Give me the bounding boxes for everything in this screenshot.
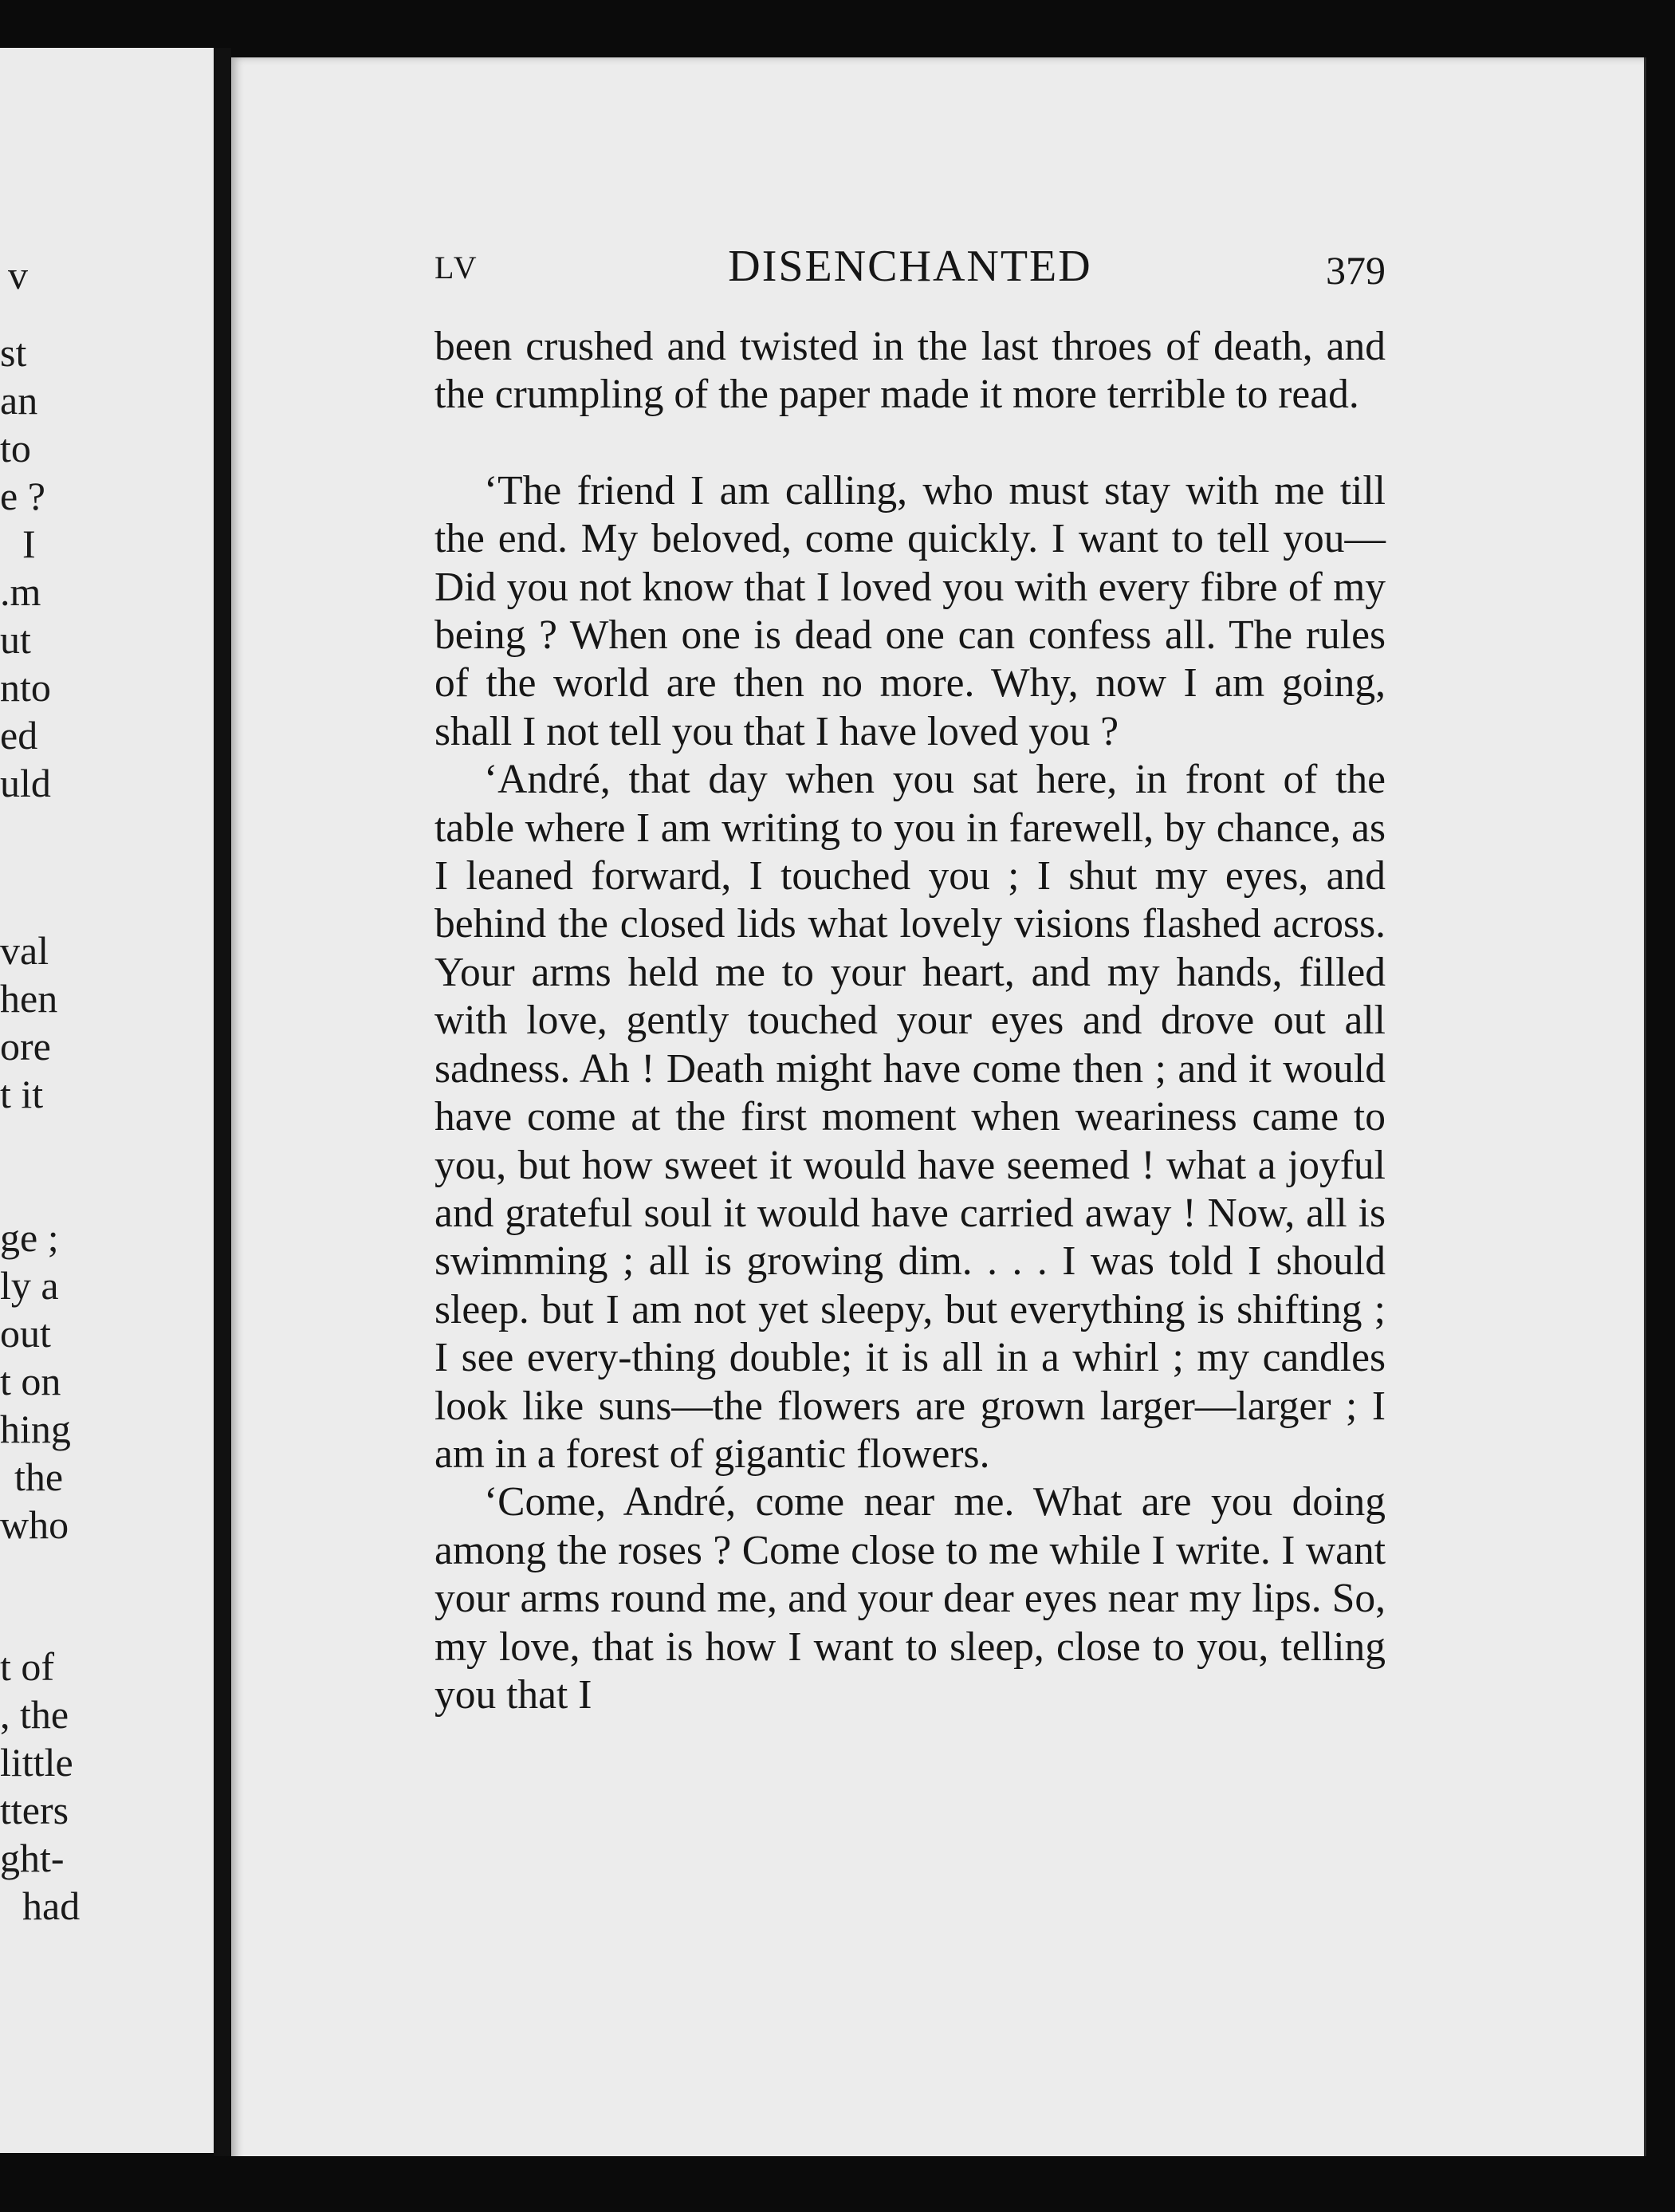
fragment-line: st [0,330,27,375]
fragment-line: t of [0,1644,55,1689]
fragment-line: nto [0,665,51,710]
fragment-line: uld [0,761,51,805]
facing-page [0,48,214,2153]
fragment-line: to [0,426,31,470]
running-header [434,241,1386,297]
fragment-line: ed [0,713,38,758]
fragment-line: an [0,378,38,423]
fragment-line: e ? [0,474,45,518]
body-text [434,323,1386,1719]
fragment-line: I [22,522,36,566]
paragraph-break [434,419,1386,467]
fragment-line: hing [0,1407,71,1451]
fragment-line: who [0,1502,69,1547]
fragment-line: val [0,928,49,973]
paragraph: ‘André, that day when you sat here, in front of the table where I am writing to you in farewell, by chance, as I leaned forward, I touched you ; I shut my eyes, and behind the closed lids what lovely visions flashed across. Your arms held me to your heart, and my hands, filled with love, gently touched your eyes and drove out all sadness. Ah ! Death might have come then ; and it would have come at the first moment when weariness came to you, but how sweet it would have seemed ! what a joyful and grateful soul it would have carried away ! Now, all is swimming ; all is growing dim. . . . I was told I should sleep. but I am not yet sleepy, but everything is shifting ; I see every-thing double; it is all in a whirl ; my candles look like suns—the flowers are grown larger—larger ; I am in a forest of gigantic flowers. [434,757,1386,1477]
running-title: DISENCHANTED [728,242,1092,291]
page-edge [1644,57,1646,2179]
fragment-line: ut [0,617,31,662]
fragment-line: out [0,1311,51,1356]
fragment-line: had [22,1883,81,1928]
book-gutter [214,48,231,2169]
fragment-line: ge ; [0,1215,59,1260]
fragment-line: t it [0,1072,44,1116]
paragraph: ‘The friend I am calling, who must stay with me till the end. My beloved, come quickly. I want to tell you—Did you not know that I loved you with every fibre of my being ? When one is dead one can confess all. The rules of the world are then no more. Why, now I am going, shall I not tell you that I have loved you ? [434,467,1386,754]
fragment-line: ght- [0,1836,65,1880]
fragment-line: .m [0,569,41,614]
fragment-line: hen [0,976,58,1021]
fragment-line: the [14,1454,64,1499]
fragment-line: t on [0,1359,61,1403]
paragraph: been crushed and twisted in the last throes of death, and the crumpling of the paper made it more terrible to read. [434,324,1386,418]
fragment-line: v [8,253,28,297]
chapter-number: LV [434,250,479,285]
paragraph: ‘Come, André, come near me. What are you doing among the roses ? Come close to me while I write. I want your arms round me, and your dear eyes near my lips. So, my love, that is how I want to sleep, close to you, telling you that I [434,1479,1386,1718]
fragment-line: little [0,1740,73,1785]
fragment-line: ly a [0,1263,59,1308]
fragment-line: ore [0,1024,51,1069]
page-number: 379 [1326,248,1386,293]
fragment-line: , the [0,1692,69,1737]
fragment-line: tters [0,1788,69,1832]
facing-page-text-fragments [0,48,214,2153]
scan-border [0,2156,1675,2212]
